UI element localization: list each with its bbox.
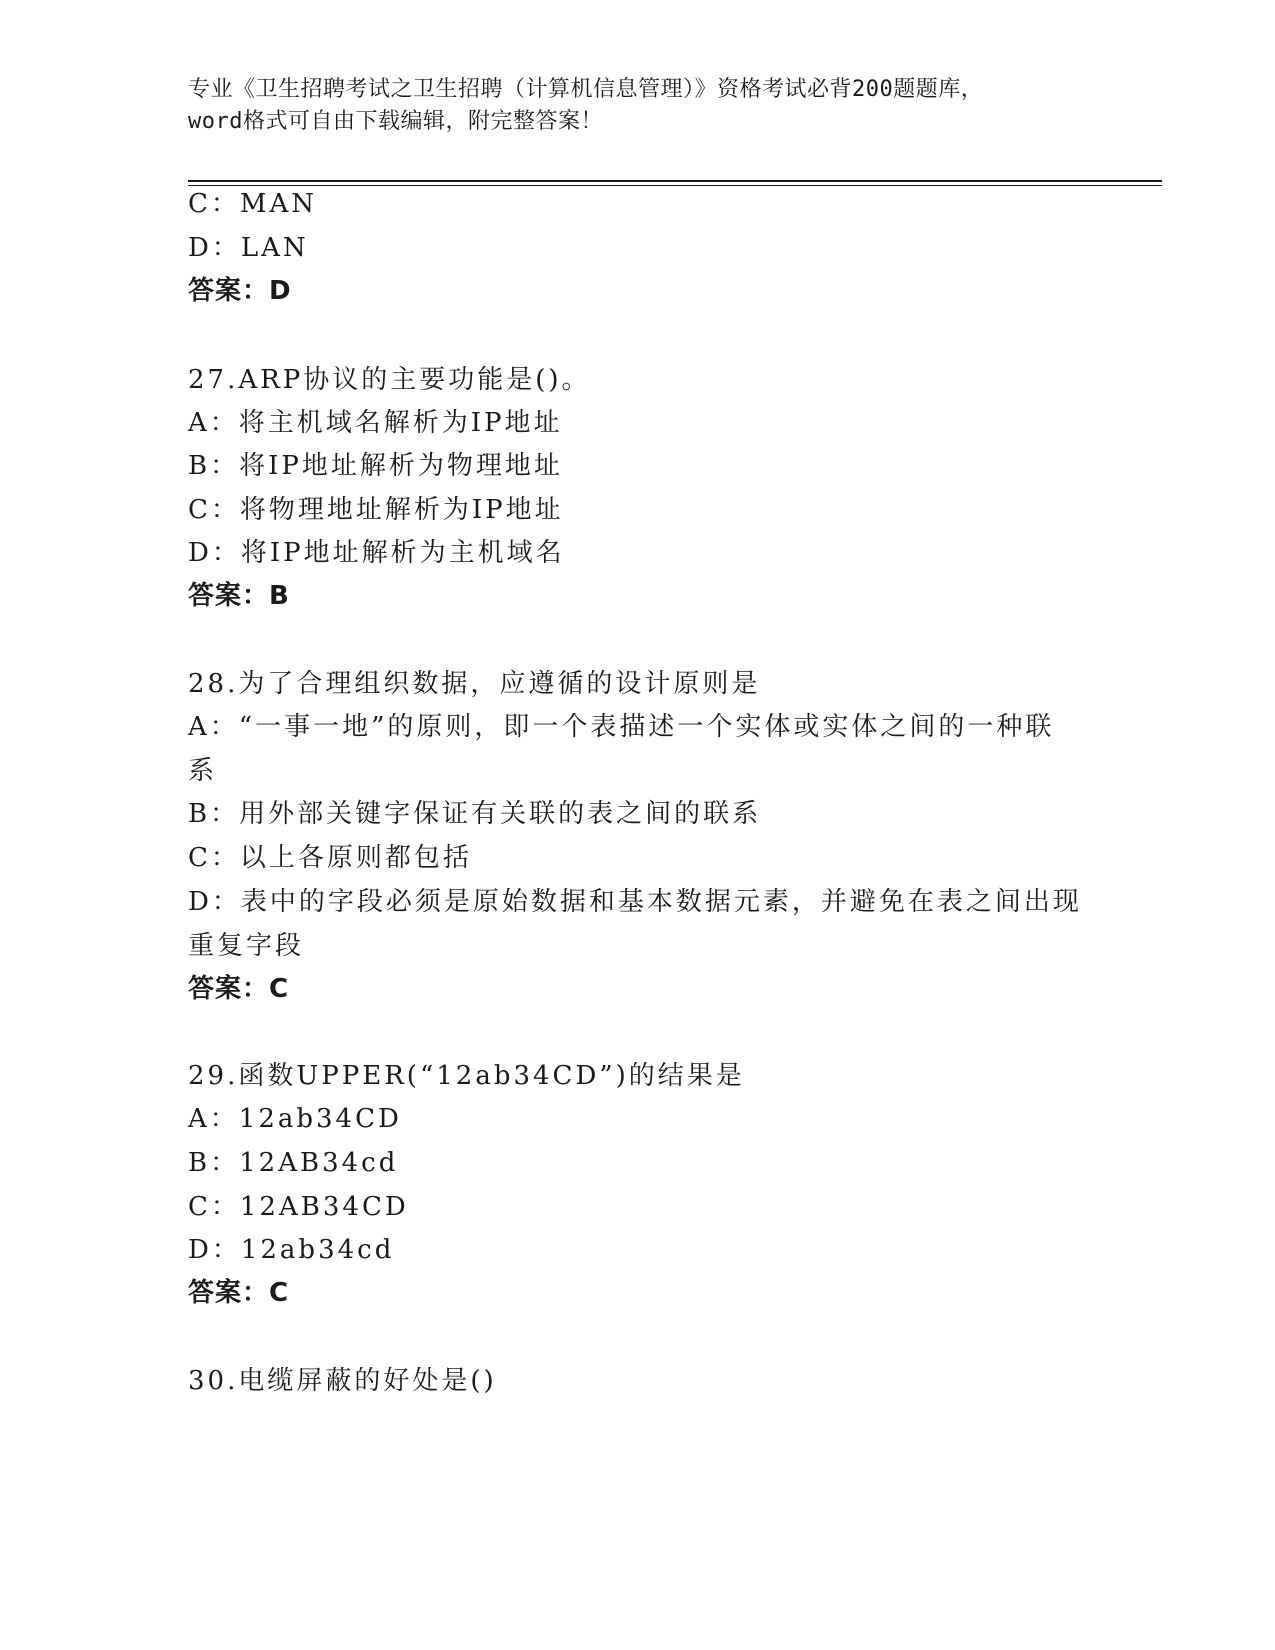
question-29-stem: 29.函数UPPER(“12ab34CD”)的结果是 (188, 1061, 745, 1091)
header-title-line-1: 专业《卫生招聘考试之卫生招聘（计算机信息管理）》资格考试必背200题题库， (188, 77, 984, 102)
document-header (188, 74, 1088, 138)
question-29-option-d: D：12ab34cd (188, 1235, 395, 1265)
question-28-answer: 答案：C (188, 974, 290, 1004)
question-29-answer: 答案：C (188, 1278, 290, 1308)
question-27-option-c: C：将物理地址解析为IP地址 (188, 495, 564, 525)
question-28-option-a-line-1: A：“一事一地”的原则，即一个表描述一个实体或实体之间的一种联 (188, 712, 1055, 742)
prev-question-option-c: C：MAN (188, 189, 318, 219)
question-29-option-b: B：12AB34cd (188, 1148, 399, 1178)
question-27-stem: 27.ARP协议的主要功能是()。 (188, 365, 591, 395)
question-30-stem: 30.电缆屏蔽的好处是() (188, 1366, 497, 1396)
header-divider-thin (188, 185, 1162, 186)
header-title-line-2: word格式可自由下载编辑，附完整答案！ (188, 109, 603, 134)
question-27-option-d: D：将IP地址解析为主机域名 (188, 538, 565, 568)
question-28-option-b: B：用外部关键字保证有关联的表之间的联系 (188, 799, 762, 829)
question-29-option-c: C：12AB34CD (188, 1192, 409, 1222)
prev-question-answer: 答案：D (188, 276, 292, 306)
question-27-answer: 答案：B (188, 581, 290, 611)
prev-question-option-d: D：LAN (188, 233, 309, 263)
question-28-option-c: C：以上各原则都包括 (188, 843, 472, 873)
question-28-option-a-line-2: 系 (188, 756, 218, 786)
question-28-option-d-line-1: D：表中的字段必须是原始数据和基本数据元素，并避免在表之间出现 (188, 887, 1082, 917)
header-divider-thick (188, 180, 1162, 182)
question-27-option-a: A：将主机域名解析为IP地址 (188, 408, 563, 438)
question-29-option-a: A：12ab34CD (188, 1104, 402, 1134)
question-28-option-d-line-2: 重复字段 (188, 931, 305, 961)
question-28-stem: 28.为了合理组织数据，应遵循的设计原则是 (188, 669, 761, 699)
question-27-option-b: B：将IP地址解析为物理地址 (188, 451, 563, 481)
